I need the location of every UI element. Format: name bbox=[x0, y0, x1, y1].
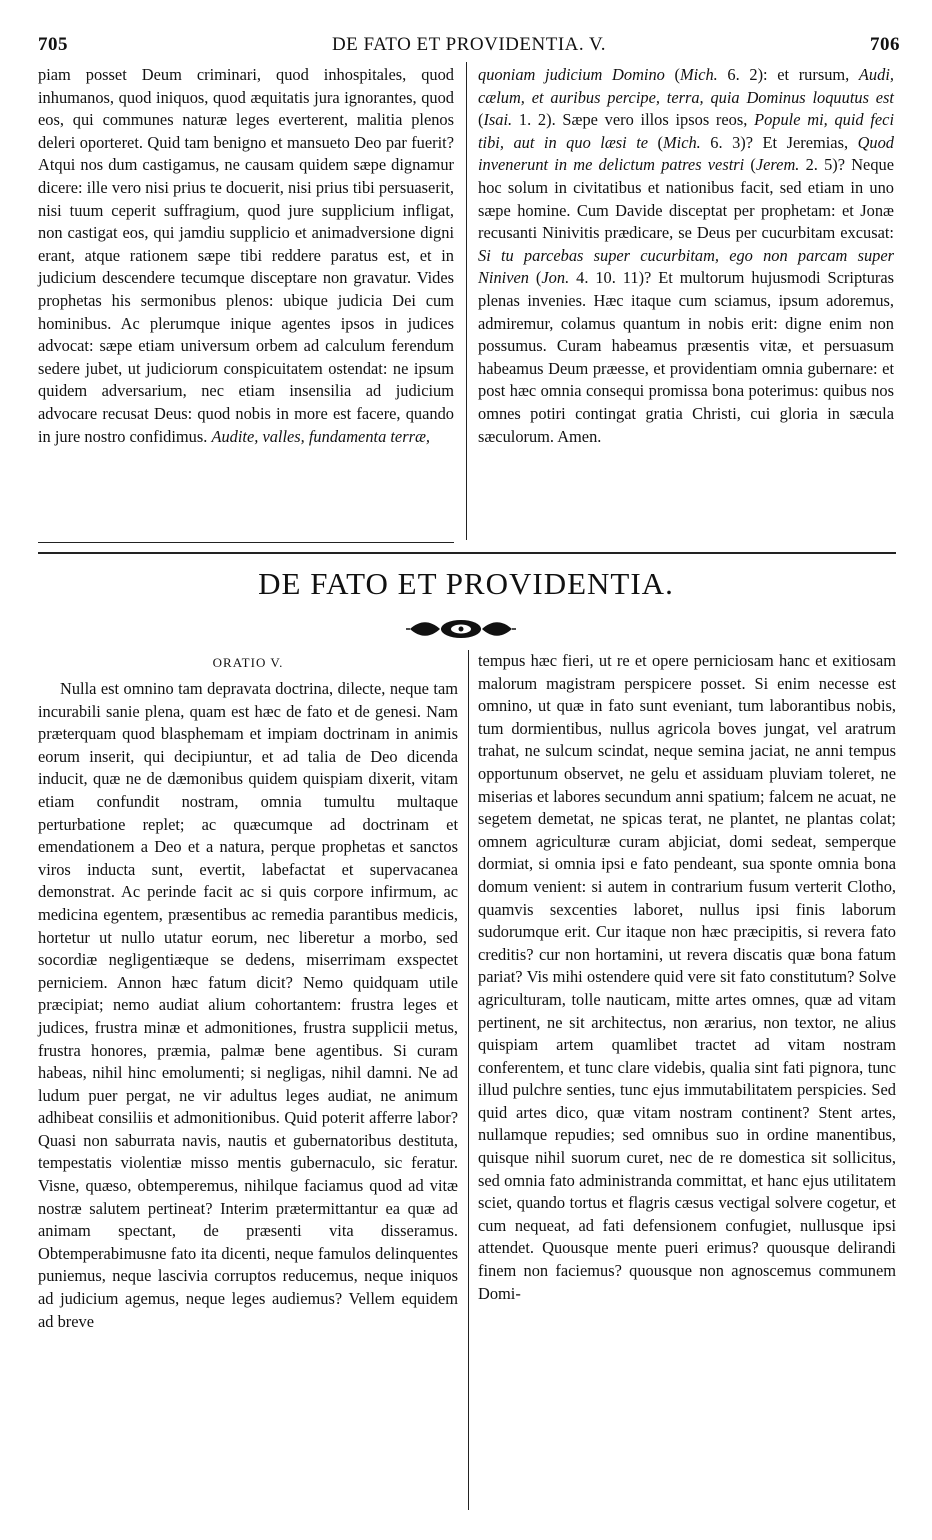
top-left-column bbox=[38, 64, 454, 448]
top-right-paragraph bbox=[478, 64, 894, 448]
body-text: 2. 5)? Neque hoc solum in civitatibus et nationibus facit, sed etiam in uno sæpe homine. Cum Davide disceptat per prophetam: et Jonæ recusanti Ninivitis prædicare, se Deus per cucurbitam excusat: bbox=[478, 155, 894, 243]
section-divider-rule bbox=[38, 552, 896, 554]
top-left-italic-quote: Audite, valles, fundamenta terræ, bbox=[211, 426, 430, 446]
top-left-paragraph bbox=[38, 64, 454, 448]
body-text: ( bbox=[744, 155, 756, 175]
body-text: ( bbox=[478, 110, 484, 130]
running-header bbox=[38, 34, 900, 58]
top-right-column bbox=[478, 64, 894, 448]
body-text: 6. 2): et rursum, bbox=[717, 65, 859, 84]
italic-citation: Jon. bbox=[541, 268, 570, 288]
italic-citation: Isai. bbox=[483, 110, 513, 130]
body-text: ( bbox=[664, 65, 680, 84]
italic-citation: Quod invenerunt in me delictum patres vestri bbox=[478, 132, 894, 175]
body-text: 6. 3)? Et Jeremias, bbox=[700, 132, 858, 152]
column-divider-top bbox=[466, 62, 467, 540]
italic-citation: Popule mi, quid feci tibi, aut in quo læsi te bbox=[478, 110, 894, 152]
bottom-right-paragraph: tempus hæc fieri, ut re et opere perniciosam hanc et exitiosam malorum magistram perspicere posset. Si enim necesse est omnino, ut quæ in fato sunt eveniant, tum laborantibus nobis, tum dormientibus, nullus agricola boves jungat, vel aratrum trahat, ne sulcum scindat, neque semina jaciat, ne anni tempus opportunum observet, ne gelu et assiduam pluviam toleret, ne miserias et labores secundum anni spatium; falcem ne acuat, ne segetem demetat, ne spicas terat, ne plantet, ne plantas colat; omnem agriculturæ curam abjiciat, domi sedeat, semperque dormiat, si omnia ipsi e fato pendeant, sua sponte omnia bona domum venient: si autem in contrarium fusum verterit Clotho, quamvis sexcenties laboret, nullus ipsi finis laborum sudorumque erit. Cur itaque non hæc præcipitis, si revera fato creditis? cur non hortamini, ut revera discatis quæ bona fatum pariat? Vis mihi ostendere quid vere sit fato constitutum? Solve agriculturam, tolle nauticam, mitte artes omnes, quæ ad vitam pertinent, ne sit architectus, non ærarius, non textor, ne alius quispiam artem quamlibet tractet ad vitam nostram conferentem, et tunc clare videbis, qualia sint fati pignora, tunc illud pulchre senties, tunc ejus immutabilitatem perspicies. Sed quid artes dico, quæ vitam nostram continent? Stent artes, nullamque repudies; sed omnibus suo in ordine manentibus, quisque nihil suorum curet, nec de re domestica sit sollicitus, sed omnia fato administranda committat, et hanc ejus utilitatem sciet, quando tortus et flagris cæsus vectigal solvere cogetur, et cum nequeat, ad fati defensionem confugiet, nullusque ipsi attendet. Quousque mente pueri erimus? quousque delirandi finem non faciemus? quousque non agnoscemus communem Domi- bbox=[478, 651, 896, 1303]
body-text: ( bbox=[648, 132, 663, 152]
page-number-left: 705 bbox=[38, 34, 68, 55]
italic-citation: quoniam judicium Domino bbox=[478, 65, 665, 84]
bottom-left-paragraph: Nulla est omnino tam depravata doctrina, dilecte, neque tam incurabili sanie plena, quam est hæc de fato et de genesi. Nam præterquam quod blasphemam et impiam doctrinam in animis eorum inserit, qui decipiuntur, et ad talia de Deo dicenda inducit, quæ ne de dæmonibus quidem quispiam dixerit, vitam etiam confundit nostram, omnia tumultu multaque perturbatione replet; ac quæcumque ad doctrinam et emendationem a Deo et a natura, perque prophetas et sanctos viros inducta sunt, evertit, labefactat et supervacanea demonstrat. Ac perinde facit ac si quis corpore infirmum, ac medicina egentem, præsentibus ac remedia parantibus medicis, hortetur ut nullo utatur eorum, nec liberetur a morbo, sed socordiæ negligentiæque se dedens, miserrimam exspectet perniciem. Annon hæc fatum dicit? Nemo quidquam utile præcipiat; nemo audiat alium cohortantem: frustra leges et judices, frustra minæ et admonitiones, frustra supplicii metus, frustra honores, præmia, palmæ bene agentibus. Si curam habeas, nihil hinc emolumenti; si negligas, nihil damni. Ne ad ludum puer pergat, ne vir adultus leges audiat, ne animum adhibeat consiliis et admonitionibus. Quid poterit afferre labor? Quasi non saburrata navis, nautis et gubernatoribus destituta, tempestatis violentiæ misso mentis gubernaculo, sic feratur. Visne, quæso, obtemperemus, nihilque faciamus quod ad vitæ nostræ salutem pertineat? Interim prætermittantur ea quæ ad animam spectant, de præsenti vita disseramus. Obtemperabimusne fato ita dicenti, neque famulos delinquentes puniemus, neque lascivia corruptos reducemus, neque iniquos ad judicium agemus, neque leges audiemus? Vellem equidem ad breve bbox=[38, 679, 458, 1331]
section-title: DE FATO ET PROVIDENTIA. bbox=[258, 566, 674, 601]
running-title: DE FATO ET PROVIDENTIA. V. bbox=[331, 34, 607, 55]
italic-citation: Si tu parcebas super cucurbitam, ego non parcam super Niniven bbox=[478, 245, 894, 288]
oration-subtitle: ORATIO V. bbox=[212, 655, 284, 670]
page-number-right: 706 bbox=[870, 34, 900, 55]
italic-citation: Mich. bbox=[679, 65, 718, 84]
ornament-fleuron-icon bbox=[406, 616, 516, 642]
body-text: 1. 2). Sæpe vero illos ipsos reos, bbox=[512, 110, 755, 130]
bottom-left-column bbox=[38, 678, 458, 1333]
column-end-rule bbox=[38, 542, 454, 543]
italic-citation: Audi, cælum, et auribus percipe, terra, quia Dominus loquutus est bbox=[478, 65, 894, 107]
italic-citation: Jerem. bbox=[755, 155, 800, 175]
body-text: ( bbox=[528, 268, 542, 288]
italic-citation: Mich. bbox=[663, 132, 701, 152]
bottom-right-column bbox=[478, 650, 896, 1305]
body-text: 4. 10. 11)? Et multorum hujusmodi Scripturas plenas invenies. Hæc itaque cum sciamus, ipsum adoremus, admiremur, colamus quantum in nobis erit: digne enim non possumus. Curam habeamus præsentis vitæ, et persuasum habeamus Deum præesse, et providentiam omnia gubernare: et post hæc omnia consequi promissa bona poterimus: quibus nos omnes potiri contingat gratia Christi, cui gloria in sæcula sæculorum. Amen. bbox=[478, 268, 894, 446]
top-left-text: piam posset Deum criminari, quod inhospitales, quod inhumanos, quod iniquos, quod æquitatis jura ignorantes, quod eos, qui communes naturæ leges everterent, malitia plenos deleri oporteret. Quid tam benigno et mansueto Deo par fuerit? Atqui nos dum castigamus, ne causam quidem sæpe dignamur dicere: ille vero nisi prius te docuerit, nisi prius tibi persuaserit, nisi tuum ceperit suffragium, quod jure supplicium infligat, non castigat eos, qui jamdiu supplicio et animadversione digni erant, atque rationem sæpe tibi reddere paratus est, et in judicium descendere tecumque disceptare non gravatur. Vides prophetas his sermonibus plenos: ubique judicia Dei cum hominibus. Ac plerumque inique agentes ipsos in judices advocat: sæpe etiam universum orbem ad calculum ferendum sedere jubet, ut judiciorum conspicuitatem ostendat: ne ipsum quidem adversarium, nec etiam insensilia ad judicium advocare recusat Deus: quod nobis in more est facere, quando in jure nostro confidimus. bbox=[38, 65, 454, 446]
column-divider-bottom bbox=[468, 650, 469, 1510]
